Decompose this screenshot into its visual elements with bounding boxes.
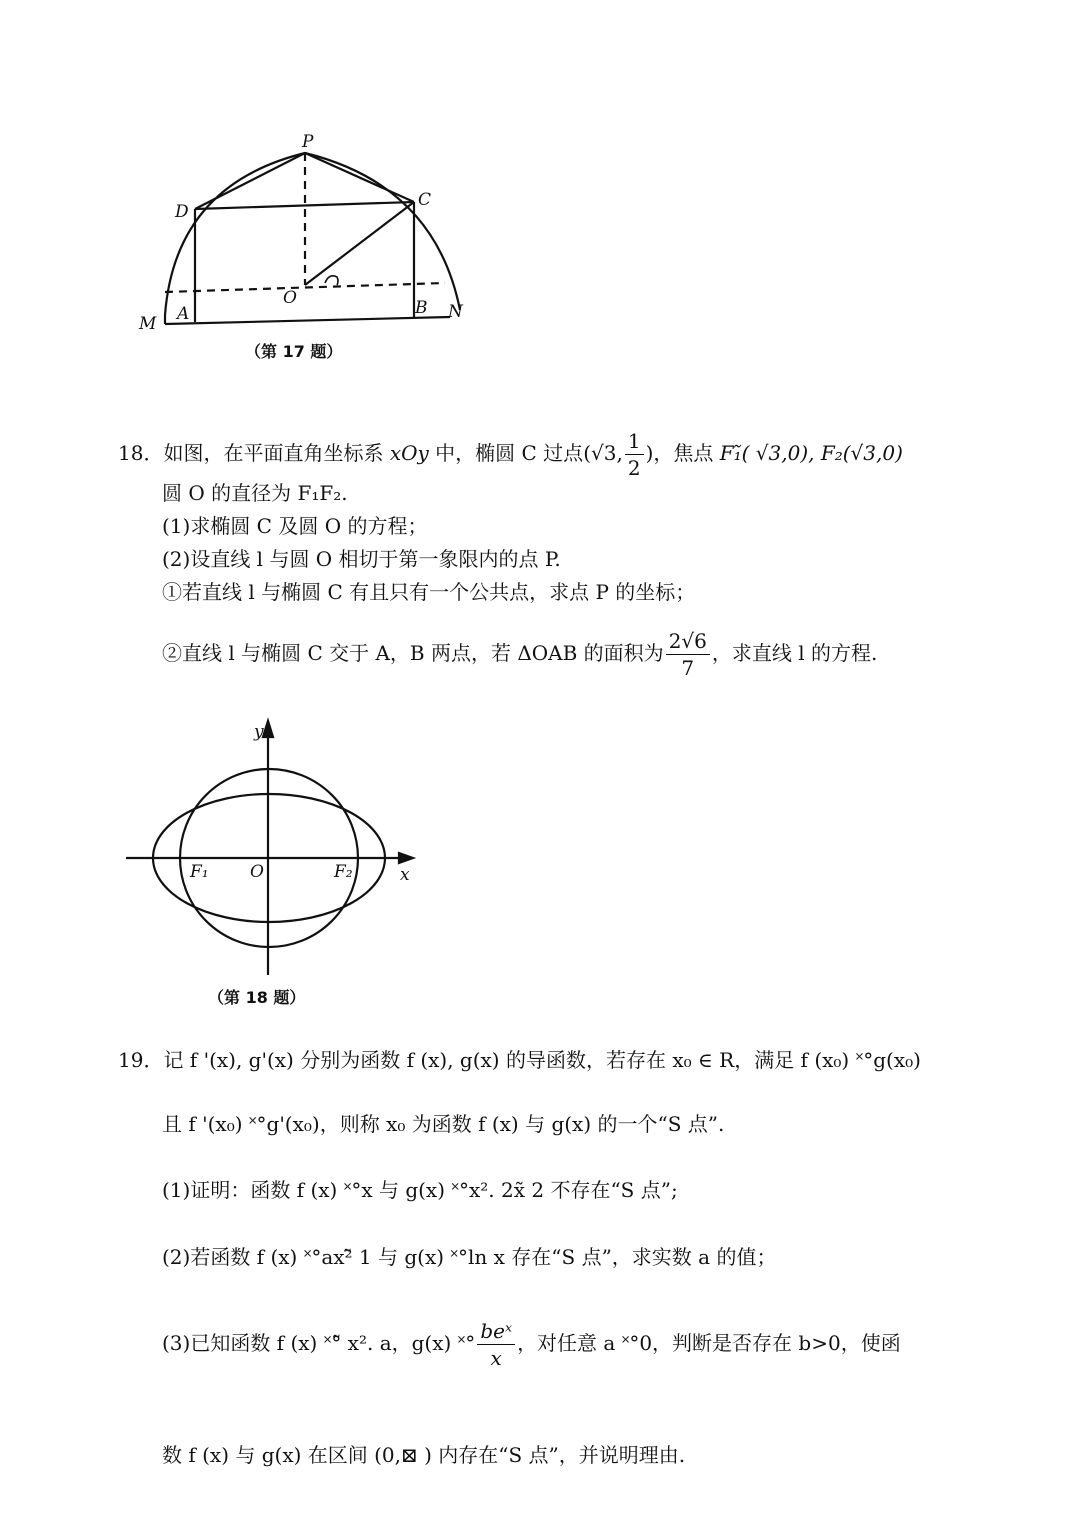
line-dc (195, 202, 414, 209)
label-n: N (448, 302, 463, 322)
label-d: D (175, 202, 189, 222)
q18-line1: 18．如图，在平面直角坐标系 xOy 中，椭圆 C 过点(√3, $\frac{1}{2}$ )，焦点 F₁̃( √3,0), F₂(√3,0) (118, 429, 903, 480)
q18-line2: 圆 O 的直径为 F₁F₂. (162, 481, 348, 505)
label-f2: F₂ (334, 862, 353, 882)
fraction-bex-over-x: $\frac{\text{beˣ}}{x}$ (477, 1318, 515, 1371)
figure-18 (118, 715, 418, 1015)
caption-17: （第 17 题） (245, 342, 343, 361)
label-x: x (400, 865, 410, 885)
fraction-area: $\frac{2√6}{7}$ (666, 628, 710, 681)
line-oc (305, 202, 414, 285)
q19-part3-cont: 数 f (x) 与 g(x) 在区间 (0,⊠ ) 内存在“S 点”，并说明理由. (162, 1443, 686, 1467)
angle-mark (325, 276, 338, 285)
label-o18: O (250, 862, 264, 882)
label-m: M (139, 314, 157, 334)
line-mn (165, 317, 450, 324)
q18-number: 18． (118, 441, 164, 465)
label-b: B (415, 298, 428, 318)
q19-part1: (1)证明：函数 f (x) ˟°x 与 g(x) ˟°x². 2x̃ 2 不存在“S 点”; (162, 1178, 678, 1202)
q18-part2-2: ②直线 l 与椭圆 C 交于 A，B 两点，若 ΔOAB 的面积为 $\frac{2√6}{7}$ ，求直线 l 的方程. (162, 629, 878, 680)
label-y: y (254, 722, 264, 742)
q19-line2: 且 f '(x₀) ˟°g'(x₀)，则称 x₀ 为函数 f (x) 与 g(x) 的一个“S 点”. (162, 1112, 725, 1136)
label-c: C (418, 190, 432, 210)
line-pd (195, 153, 305, 209)
label-f1: F₁ (190, 862, 209, 882)
fraction-one-half: $\frac{1}{2}$ (625, 428, 644, 481)
q18-part1: (1)求椭圆 C 及圆 O 的方程； (162, 514, 428, 538)
label-p: P (302, 132, 314, 152)
label-o: O (283, 288, 297, 308)
q19-part3: (3)已知函数 f (x) ˟°̃ x². a，g(x) ˟° $\frac{\text{beˣ}}{x}$ ，对任意 a ˟°0，判断是否存在 b>0，使函 (162, 1319, 901, 1370)
q19-line1: 19．记 f '(x), g'(x) 分别为函数 f (x), g(x) 的导函数，若存在 x₀ ∈ R，满足 f (x₀) ˟°g(x₀) (118, 1048, 921, 1072)
q18-part2-1: ①若直线 l 与椭圆 C 有且只有一个公共点，求点 P 的坐标； (162, 580, 696, 604)
q19-number: 19． (118, 1048, 164, 1072)
y-axis-arrow (263, 721, 273, 737)
figure-17 (125, 125, 485, 375)
x-axis-arrow (399, 853, 413, 863)
q19-part2: (2)若函数 f (x) ˟°ax²̃ 1 与 g(x) ˟°ln x 存在“S 点”，求实数 a 的值； (162, 1245, 777, 1269)
line-pc (305, 153, 414, 202)
q18-part2: (2)设直线 l 与圆 O 相切于第一象限内的点 P. (162, 547, 561, 571)
label-a: A (177, 304, 190, 324)
caption-18: （第 18 题） (208, 988, 306, 1007)
